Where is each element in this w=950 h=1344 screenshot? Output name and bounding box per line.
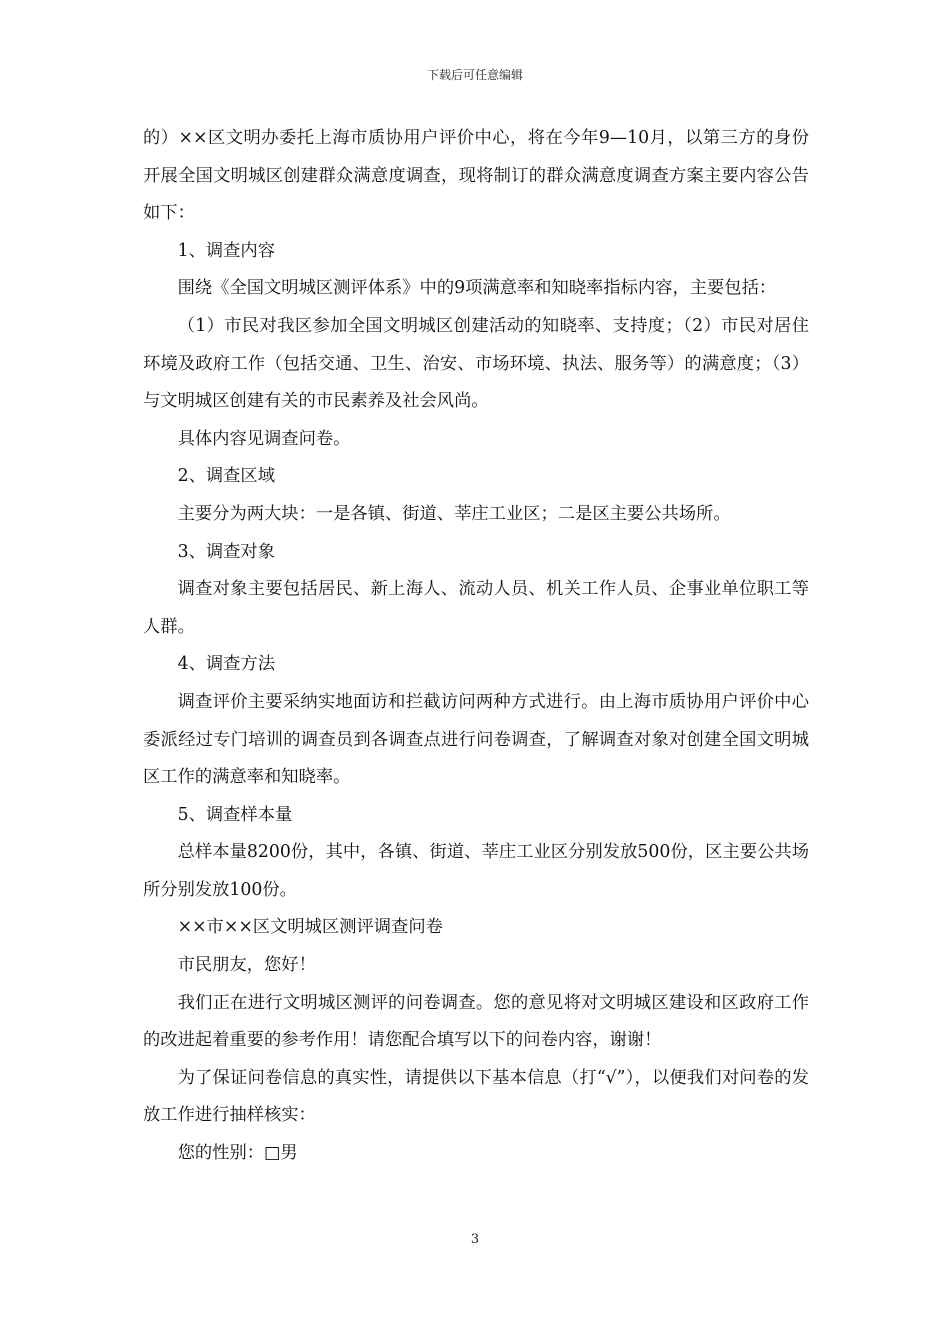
paragraph: （1）市民对我区参加全国文明城区创建活动的知晓率、支持度；（2）市民对居住环境及政府工作（包括交通、卫生、治安、市场环境、执法、服务等）的满意度；（3）与文明城区创建有关的市民素养及社会风尚。 — [143, 315, 809, 412]
questionnaire-title: ××市××区文明城区测评调查问卷 — [177, 917, 443, 938]
paragraph: 为了保证问卷信息的真实性，请提供以下基本信息（打“√”），以便我们对问卷的发放工作进行抽样核实： — [143, 1067, 809, 1126]
section-heading-sample: 5、调查样本量 — [177, 804, 293, 825]
section-heading-target: 3、调查对象 — [177, 541, 275, 562]
paragraph: 的）××区文明办委托上海市质协用户评价中心，将在今年9—10月，以第三方的身份开展全国文明城区创建群众满意度调查，现将制订的群众满意度调查方案主要内容公告如下： — [143, 128, 809, 224]
section-heading-area: 2、调查区域 — [177, 466, 275, 487]
gender-question: 您的性别：□男 — [177, 1143, 298, 1164]
section-heading-method: 4、调查方法 — [177, 654, 275, 675]
section-heading-content: 1、调查内容 — [177, 240, 275, 261]
paragraph: 调查对象主要包括居民、新上海人、流动人员、机关工作人员、企事业单位职工等人群。 — [143, 579, 809, 637]
paragraph: 调查评价主要采纳实地面访和拦截访问两种方式进行。由上海市质协用户评价中心委派经过专门培训的调查员到各调查点进行问卷调查，了解调查对象对创建全国文明城区工作的满意率和知晓率。 — [143, 691, 809, 788]
paragraph: 具体内容见调查问卷。 — [177, 428, 351, 449]
paragraph: 总样本量8200份，其中，各镇、街道、莘庄工业区分别发放500份，区主要公共场所分别发放100份。 — [143, 842, 809, 900]
paragraph: 主要分为两大块：一是各镇、街道、莘庄工业区；二是区主要公共场所。 — [177, 503, 731, 524]
page-header-note: 下载后可任意编辑 — [426, 68, 523, 82]
paragraph: 我们正在进行文明城区测评的问卷调查。您的意见将对文明城区建设和区政府工作的改进起着重要的参考作用！请您配合填写以下的问卷内容，谢谢！ — [143, 992, 809, 1051]
greeting: 市民朋友，您好！ — [177, 955, 316, 976]
page-number: 3 — [470, 1232, 480, 1247]
document-body — [143, 120, 809, 1173]
paragraph: 围绕《全国文明城区测评体系》中的9项满意率和知晓率指标内容，主要包括： — [177, 278, 777, 299]
